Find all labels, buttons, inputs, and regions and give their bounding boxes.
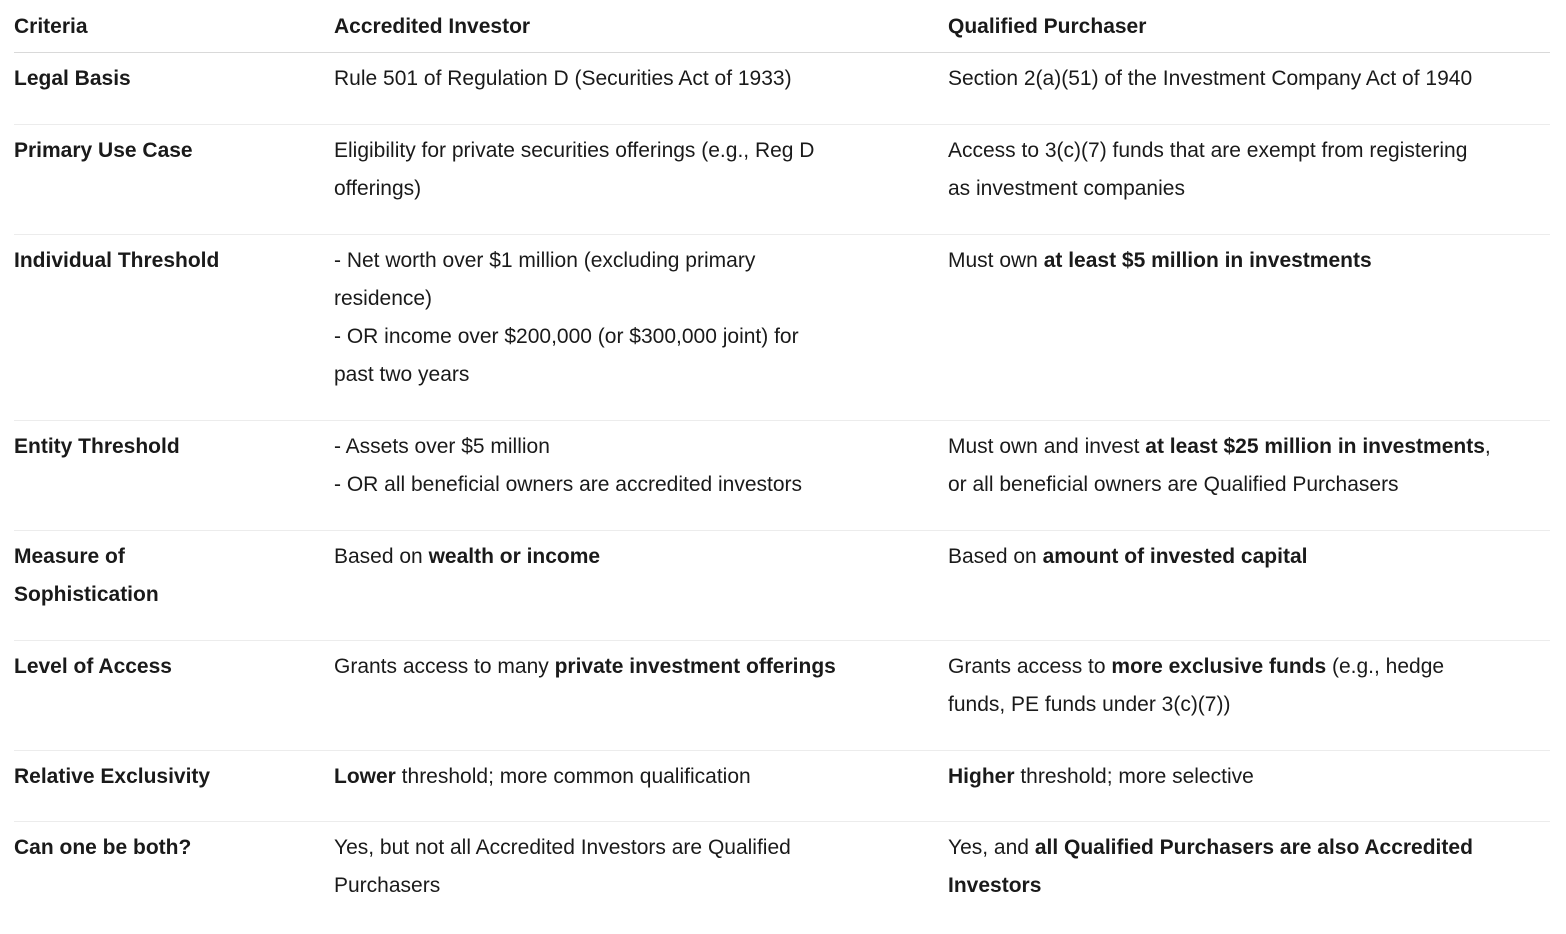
criteria-label: Primary Use Case xyxy=(14,139,193,162)
cell-line xyxy=(334,538,948,576)
cell-text: threshold; more selective xyxy=(1014,765,1254,788)
criteria-cell xyxy=(14,125,334,234)
bold-text: amount of invested capital xyxy=(1042,545,1308,568)
criteria-label: Can one be both? xyxy=(14,836,192,859)
bold-text: all Qualified Purchasers are also Accredited xyxy=(1034,836,1473,859)
accredited-investor-cell xyxy=(334,822,948,932)
criteria-label: Entity Threshold xyxy=(14,435,180,458)
cell-text: Rule 501 of Regulation D (Securities Act of 1933) xyxy=(334,67,792,90)
table-row xyxy=(14,641,1550,751)
cell-line xyxy=(334,428,948,466)
cell-line xyxy=(948,242,1550,280)
cell-line xyxy=(334,318,948,356)
cell-line xyxy=(334,356,948,394)
criteria-cell xyxy=(14,641,334,750)
cell-text: as investment companies xyxy=(948,177,1185,200)
bold-text: Higher xyxy=(948,765,1015,788)
criteria-label: Relative Exclusivity xyxy=(14,765,211,788)
cell-line xyxy=(334,867,948,905)
cell-line xyxy=(948,758,1550,796)
criteria-cell xyxy=(14,53,334,124)
cell-line xyxy=(948,829,1550,867)
cell-text: Yes, and xyxy=(948,836,1035,859)
criteria-cell xyxy=(14,235,334,420)
cell-text: Purchasers xyxy=(334,874,441,897)
header-criteria: Criteria xyxy=(14,15,88,38)
table-row xyxy=(14,751,1550,822)
qualified-purchaser-cell xyxy=(948,125,1550,234)
cell-text: Grants access to many xyxy=(334,655,555,678)
cell-line xyxy=(334,466,948,504)
comparison-table xyxy=(14,0,1550,932)
bold-text: private investment offerings xyxy=(554,655,836,678)
bold-text: at least $5 million in investments xyxy=(1043,249,1372,272)
cell-text: , xyxy=(1484,435,1491,458)
table-body xyxy=(14,53,1550,932)
cell-text: Based on xyxy=(948,545,1043,568)
header-qualified-purchaser: Qualified Purchaser xyxy=(948,15,1147,38)
table-row xyxy=(14,531,1550,641)
accredited-investor-cell xyxy=(334,641,948,750)
qualified-purchaser-cell xyxy=(948,531,1550,640)
cell-text: offerings) xyxy=(334,177,422,200)
criteria-cell xyxy=(14,531,334,640)
table-row xyxy=(14,421,1550,531)
cell-text: or all beneficial owners are Qualified Purchasers xyxy=(948,473,1399,496)
cell-text: Must own and invest xyxy=(948,435,1146,458)
cell-line xyxy=(948,132,1550,170)
cell-text: (e.g., hedge xyxy=(1326,655,1445,678)
cell-text: - Assets over $5 million xyxy=(334,435,550,458)
cell-text: - OR all beneficial owners are accredited investors xyxy=(334,473,803,496)
cell-line xyxy=(948,538,1550,576)
cell-line xyxy=(948,466,1550,504)
cell-text: Must own xyxy=(948,249,1044,272)
bold-text: Investors xyxy=(948,874,1042,897)
cell-line xyxy=(948,686,1550,724)
accredited-investor-cell xyxy=(334,235,948,420)
cell-text: Access to 3(c)(7) funds that are exempt from registering xyxy=(948,139,1468,162)
cell-line xyxy=(334,280,948,318)
cell-text: Eligibility for private securities offerings (e.g., Reg D xyxy=(334,139,815,162)
cell-text: funds, PE funds under 3(c)(7)) xyxy=(948,693,1231,716)
criteria-label: Legal Basis xyxy=(14,67,131,90)
criteria-label: Sophistication xyxy=(14,583,159,606)
cell-text: threshold; more common qualification xyxy=(395,765,751,788)
table-row xyxy=(14,235,1550,421)
table-row xyxy=(14,125,1550,235)
bold-text: at least $25 million in investments xyxy=(1145,435,1485,458)
cell-line xyxy=(334,242,948,280)
criteria-cell xyxy=(14,421,334,530)
cell-text: Grants access to xyxy=(948,655,1112,678)
table-row xyxy=(14,822,1550,932)
accredited-investor-cell xyxy=(334,421,948,530)
cell-text: - Net worth over $1 million (excluding primary xyxy=(334,249,756,272)
cell-line xyxy=(948,648,1550,686)
criteria-label: Measure of xyxy=(14,545,125,568)
accredited-investor-cell xyxy=(334,751,948,821)
cell-line xyxy=(334,170,948,208)
accredited-investor-cell xyxy=(334,531,948,640)
qualified-purchaser-cell xyxy=(948,822,1550,932)
cell-line xyxy=(334,60,948,98)
criteria-cell xyxy=(14,822,334,932)
cell-line xyxy=(948,60,1550,98)
qualified-purchaser-cell xyxy=(948,751,1550,821)
qualified-purchaser-cell xyxy=(948,235,1550,420)
cell-line xyxy=(334,132,948,170)
cell-line xyxy=(948,428,1550,466)
cell-text: Yes, but not all Accredited Investors are Qualified xyxy=(334,836,791,859)
cell-text: residence) xyxy=(334,287,433,310)
qualified-purchaser-cell xyxy=(948,53,1550,124)
cell-text: past two years xyxy=(334,363,470,386)
cell-line xyxy=(334,758,948,796)
cell-text: Based on xyxy=(334,545,429,568)
bold-text: wealth or income xyxy=(428,545,601,568)
cell-line xyxy=(948,170,1550,208)
qualified-purchaser-cell xyxy=(948,421,1550,530)
table-header-row xyxy=(14,0,1550,53)
header-accredited-investor: Accredited Investor xyxy=(334,15,531,38)
cell-line xyxy=(948,867,1550,905)
bold-text: Lower xyxy=(334,765,396,788)
criteria-cell xyxy=(14,751,334,821)
qualified-purchaser-cell xyxy=(948,641,1550,750)
accredited-investor-cell xyxy=(334,53,948,124)
accredited-investor-cell xyxy=(334,125,948,234)
table-row xyxy=(14,53,1550,125)
criteria-label: Level of Access xyxy=(14,655,172,678)
cell-text: - OR income over $200,000 (or $300,000 joint) for xyxy=(334,325,799,348)
cell-line xyxy=(334,648,948,686)
bold-text: more exclusive funds xyxy=(1111,655,1327,678)
criteria-label: Individual Threshold xyxy=(14,249,220,272)
cell-text: Section 2(a)(51) of the Investment Company Act of 1940 xyxy=(948,67,1473,90)
cell-line xyxy=(334,829,948,867)
